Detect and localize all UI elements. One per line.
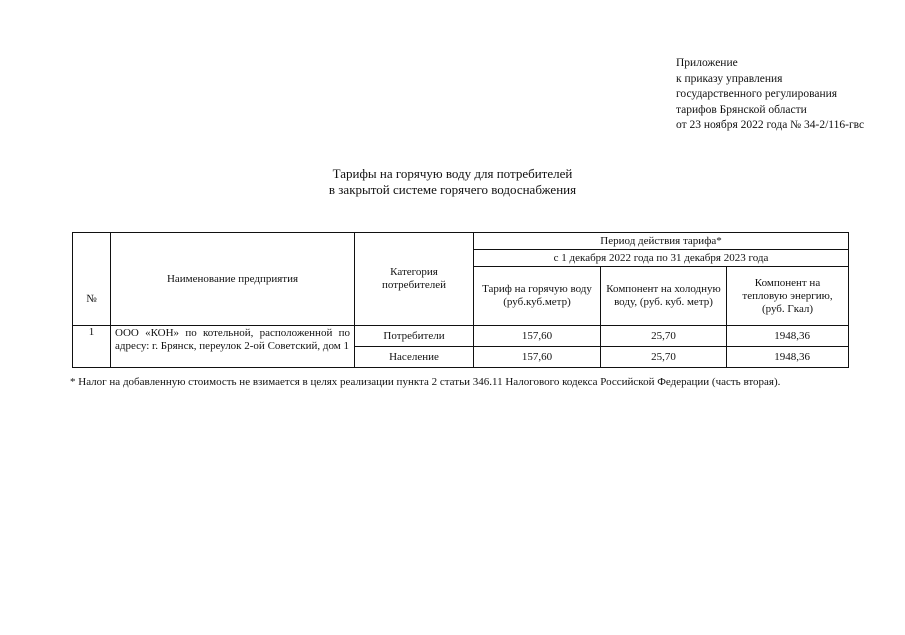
appendix-line: от 23 ноября 2022 года № 34-2/116-гвс bbox=[676, 119, 865, 131]
footnote: * Налог на добавленную стоимость не взимается в целях реализации пункта 2 статьи 346.11 Налогового кодекса Российской Федерации (часть вторая). bbox=[70, 376, 781, 388]
header-heat-component: Компонент на тепловую энергию, (руб. Гкал) bbox=[727, 267, 849, 326]
header-cold-component: Компонент на холодную воду, (руб. куб. метр) bbox=[601, 267, 727, 326]
row-cold-component: 25,70 bbox=[601, 326, 727, 347]
row-category: Потребители bbox=[355, 326, 474, 347]
title-line-2: в закрытой системе горячего водоснабжения bbox=[328, 182, 577, 197]
row-tariff: 157,60 bbox=[474, 326, 601, 347]
row-number: 1 bbox=[73, 326, 111, 368]
row-heat-component: 1948,36 bbox=[727, 326, 849, 347]
appendix-line: государственного регулирования bbox=[676, 88, 838, 100]
header-category: Категория потребителей bbox=[355, 233, 474, 326]
row-heat-component: 1948,36 bbox=[727, 347, 849, 368]
document-title bbox=[0, 166, 905, 198]
tariff-table bbox=[72, 232, 849, 368]
row-cold-component: 25,70 bbox=[601, 347, 727, 368]
appendix-line: к приказу управления bbox=[676, 72, 783, 85]
header-number: № bbox=[73, 233, 111, 326]
header-period: Период действия тарифа* bbox=[474, 233, 849, 250]
appendix-block bbox=[676, 56, 864, 134]
row-enterprise: ООО «КОН» по котельной, расположенной по адресу: г. Брянск, переулок 2-ой Советский, дом 1 bbox=[111, 326, 355, 368]
row-tariff: 157,60 bbox=[474, 347, 601, 368]
title-line-1: Тарифы на горячую воду для потребителей bbox=[332, 166, 573, 181]
header-enterprise: Наименование предприятия bbox=[111, 233, 355, 326]
appendix-line: Приложение bbox=[676, 57, 738, 69]
row-category: Население bbox=[355, 347, 474, 368]
header-tariff: Тариф на горячую воду (руб.куб.метр) bbox=[474, 267, 601, 326]
appendix-line: тарифов Брянской области bbox=[676, 103, 807, 116]
header-period-dates: с 1 декабря 2022 года по 31 декабря 2023 года bbox=[474, 250, 849, 267]
